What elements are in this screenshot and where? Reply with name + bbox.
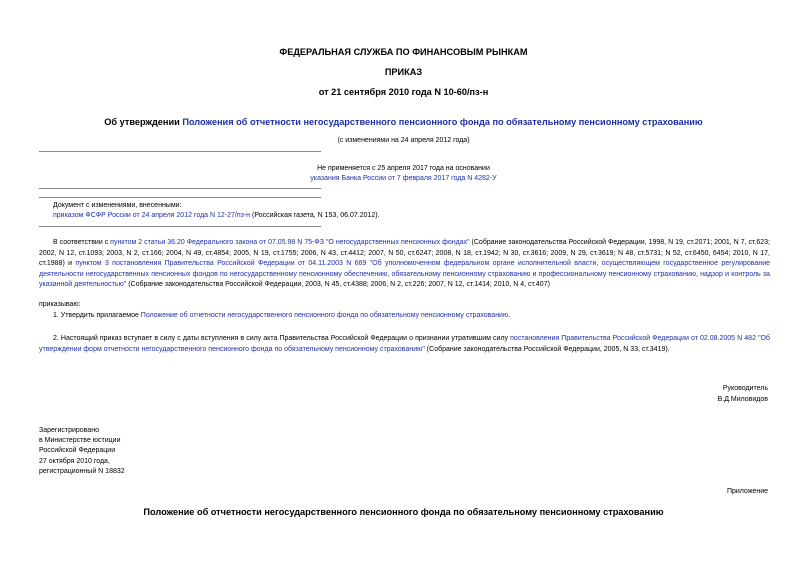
- document-type: ПРИКАЗ: [384, 67, 423, 77]
- item2-text: 2. Настоящий приказ вступает в силу с даты вступления в силу акта Правительства Российской Федерации о признании утратившим силу: [53, 335, 511, 342]
- amendment-note: (с изменениями на 24 апреля 2012 года): [337, 137, 470, 144]
- signature-role: Руководитель: [722, 385, 768, 392]
- status-line: Не применяется с 25 апреля 2017 года на основании: [317, 165, 490, 172]
- title-regulation-link[interactable]: Положения об отчетности негосударственного пенсионного фонда по обязательному пенсионному страхованию: [182, 117, 703, 127]
- separator-line: [39, 188, 321, 189]
- agency-heading: ФЕДЕРАЛЬНАЯ СЛУЖБА ПО ФИНАНСОВЫМ РЫНКАМ: [279, 47, 528, 57]
- registration-line: 27 октября 2010 года,: [39, 457, 110, 465]
- separator-line: [39, 151, 321, 152]
- basis-law-link[interactable]: пунктом 2 статьи 36.20 Федерального закона от 07.05.98 N 75-ФЗ "О негосударственных пенсионных фондах": [110, 239, 470, 246]
- status-link-wrap: [0, 174, 807, 184]
- separator-line: [39, 197, 321, 198]
- item1-regulation-link[interactable]: Положение об отчетности негосударственного пенсионного фонда по обязательному пенсионному страхованию: [140, 312, 509, 319]
- item2-resolution-link[interactable]: постановления Правительства Российской Федерации от 02.08.2005 N 482 "Об утверждении форм отчетности негосударственного пенсионного фонда по обязательному пенсионному страхованию": [39, 335, 771, 353]
- basis-text-3: (Собрание законодательства Российской Федерации, 2003, N 45, ст.4388; 2006, N 2, ст.226; 2007, N 12, ст.1414; 2010, N 4, ст.407): [126, 281, 550, 289]
- item1-tail: .: [508, 312, 511, 319]
- basis-text-2: (Собрание законодательства Российской Федерации, 1998, N 19, ст.2071; 2001, N 7, ст.623; 2002, N 12, ст.1093; 2003, N 2, ст.166; 2004, N 49, ст.4854; 2005, N 19, ст.1755; 2006, N 43, ст.4412; 2007, N 50, ст.6247; 2008, N 18, ст.1942; N 30, ст.3616; 2009, N 29, ст.3619; N 48, ст.5731; N 52, ст.6450, 6454; 2010, N 17, ст.1988) и: [39, 239, 770, 268]
- separator-line: [39, 226, 321, 227]
- changes-line: [53, 211, 380, 221]
- basis-paragraph: [39, 238, 770, 291]
- registration-line: Зарегистрировано: [39, 427, 99, 434]
- basis-resolution-link[interactable]: пунктом 3 постановления Правительства Российской Федерации от 04.11.2003 N 669 "Об уполномоченном федеральном органе исполнительной власти, осуществляющем государственное регулирование деятельности негосударственных пенсионных фондов по негосударственному пенсионному обеспечению, обязательному пенсионному страхованию и профессиональному пенсионному страхованию, надзор и контроль за указанной деятельностью": [39, 260, 770, 289]
- order-word: приказываю:: [39, 301, 81, 308]
- changes-tail: (Российская газета, N 153, 06.07.2012).: [250, 212, 380, 219]
- signature-name: В.Д.Миловидов: [717, 396, 768, 403]
- registration-block: [39, 426, 125, 477]
- changes-order-link[interactable]: приказом ФСФР России от 24 апреля 2012 года N 12-27/пз-н: [53, 212, 251, 219]
- item2-tail: (Собрание законодательства Российской Федерации, 2005, N 33, ст.3419).: [424, 345, 670, 353]
- document-date-number: от 21 сентября 2010 года N 10-60/пз-н: [318, 87, 489, 97]
- basis-text-1: В соответствии с: [53, 239, 111, 246]
- registration-line: регистрационный N 18832: [39, 467, 125, 475]
- changes-label: Документ с изменениями, внесенными:: [53, 202, 182, 209]
- appendix-label: Приложение: [726, 488, 768, 495]
- status-bank-directive-link[interactable]: указания Банка России от 7 февраля 2017 года N 4282-У: [310, 175, 497, 182]
- title-prefix: Об утверждении: [104, 117, 183, 127]
- appendix-title: Положение об отчетности негосударственного пенсионного фонда по обязательному пенсионному страхованию: [143, 507, 664, 517]
- item1-text: 1. Утвердить прилагаемое: [53, 312, 141, 319]
- order-item-2: [39, 334, 770, 355]
- registration-line: в Министерстве юстиции: [39, 437, 121, 445]
- document-title: [0, 117, 807, 127]
- order-item-1: [39, 311, 770, 322]
- registration-line: Российской Федерации: [39, 447, 116, 455]
